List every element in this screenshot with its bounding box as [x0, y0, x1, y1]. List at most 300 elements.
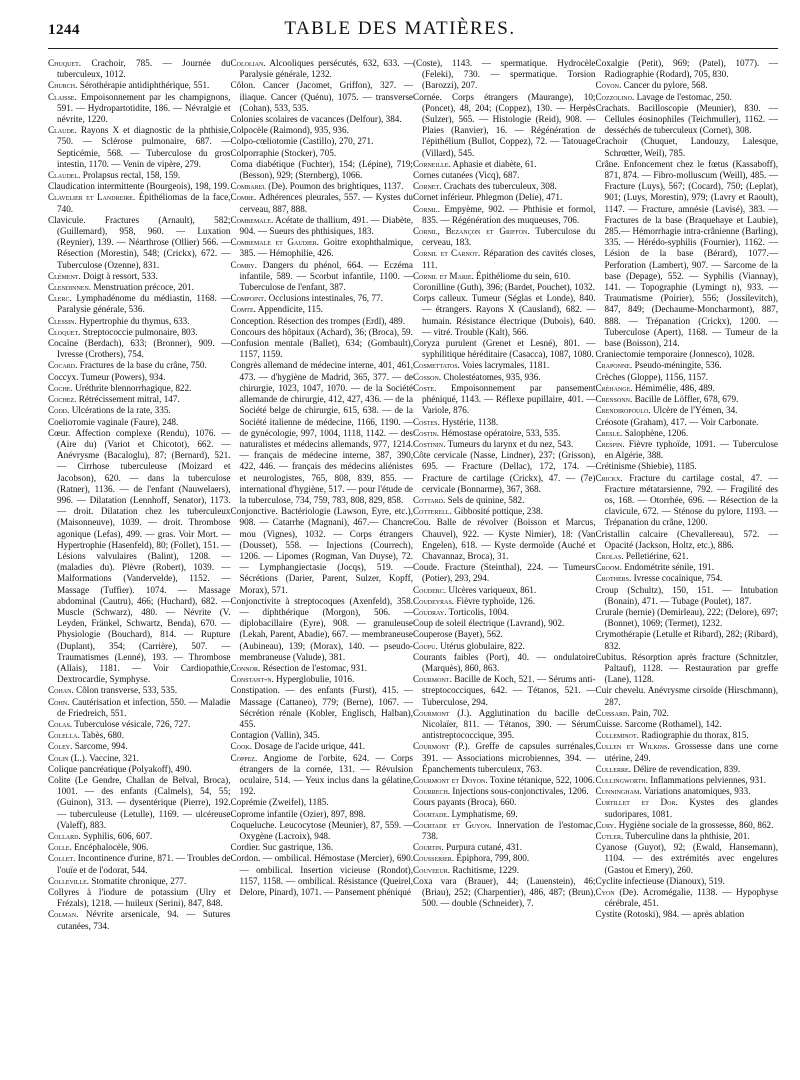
index-entry	[596, 730, 779, 741]
entry-text: Confusion mentale (Ballet), 634; (Gombault), 1157, 1159.	[230, 338, 413, 360]
index-entry	[48, 405, 231, 416]
index-entry	[48, 775, 231, 831]
entry-headword: Comte.	[230, 304, 256, 315]
index-entry	[413, 338, 596, 360]
entry-text: Côlon. Cancer (Jacomet, Griffon), 327. — iliaque. Cancer (Quénu), 1075. — transverse (Cohan), 533, 535.	[230, 80, 413, 113]
entry-text: Crurale (hernie) (Demirleau), 222; (Delore), 697; (Bonnet), 1069; (Termet), 1232.	[595, 606, 778, 629]
entry-text: Grossesse dans une corne utérine, 249.	[604, 741, 778, 763]
entry-text: Ulcère de l'Yémen, 34.	[650, 405, 738, 416]
index-entry	[231, 80, 414, 114]
index-entry	[413, 641, 596, 652]
entry-headword: Colella.	[48, 730, 80, 741]
index-entry	[48, 192, 231, 214]
index-entry	[48, 293, 231, 315]
index-entry	[231, 327, 414, 338]
index-column-3	[413, 58, 596, 1072]
entry-text: Empyème, 902. — Phthisie et formol, 835. — Régénération des muqueuses, 706.	[422, 203, 596, 225]
index-entry	[413, 428, 596, 439]
index-entry	[48, 753, 231, 764]
entry-text: Coxa vara (Brauer), 44; (Lauenstein), 46; (Briau), 252; (Charpentier), 486, 487; (Brun), 500. — double (Schneider), 7.	[413, 875, 596, 909]
entry-headword: Clendinnen.	[48, 282, 92, 293]
index-entry	[596, 820, 779, 831]
entry-text: Cornée. Corps étrangers (Maurange), 10; (Poncet), 48, 204; (Coppez), 130. — Herpès (Sulzer), 565. — Histologie (Reid), 908. — Plaies (Ranvier), 16. — Régénération de l'épithélium (Bullot, Coppez), 72. — Tatouage (Villard), 545.	[413, 91, 596, 158]
index-entry	[231, 58, 414, 80]
entry-headword: Compoint.	[230, 293, 267, 304]
index-entry	[231, 338, 414, 360]
entry-text: Streptococcie pulmonaire, 803.	[80, 326, 198, 337]
index-entry	[48, 215, 231, 271]
index-entry	[596, 80, 779, 91]
index-entry	[231, 148, 414, 159]
entry-text: Appendicite, 115.	[255, 304, 323, 315]
entry-headword: Colman.	[48, 909, 79, 920]
index-entry	[231, 853, 414, 898]
entry-headword: Cresle.	[595, 427, 623, 438]
entry-headword: Créhange.	[595, 382, 633, 393]
entry-text: Claudication intermittente (Bourgeois), 198, 199.	[48, 181, 230, 192]
entry-headword: Cornet.	[413, 181, 442, 192]
index-entry	[413, 170, 596, 181]
index-entry	[231, 663, 414, 674]
index-entry	[596, 461, 779, 472]
entry-headword: Courmont.	[413, 674, 452, 685]
entry-headword: Cotterell.	[413, 506, 452, 517]
entry-text: Injections sous-conjonctivales, 1206.	[450, 786, 589, 797]
entry-headword: Crolas.	[595, 550, 624, 561]
entry-headword: Craponne.	[595, 360, 633, 371]
entry-text: Sels de quinine, 582.	[445, 494, 525, 505]
entry-text: Agglutination du bacille de Nicolaïer, 811. — Tétanos, 390. — Sérum antistreptococcique, 395.	[422, 707, 596, 741]
index-entry	[231, 159, 414, 181]
entry-text: Coronilline (Guth), 396; (Bardet, Pouchet), 1032.	[413, 282, 595, 293]
entry-headword: Cloquet.	[48, 326, 81, 337]
entry-text: Radiographie du thorax, 815.	[638, 730, 749, 741]
entry-text: Encéphalocèle, 906.	[71, 842, 149, 853]
entry-text: Salophène, 1206.	[622, 427, 689, 438]
index-entry	[413, 842, 596, 853]
index-entry	[48, 887, 231, 909]
index-entry	[231, 730, 414, 741]
entry-headword: Coudeyras.	[413, 595, 455, 606]
index-entry	[413, 652, 596, 674]
entry-text: Pelletiérine, 621.	[623, 550, 689, 561]
index-entry	[596, 439, 779, 461]
entry-headword: Colleville.	[48, 875, 90, 886]
index-entry	[231, 797, 414, 808]
entry-text: Lymphatisme, 69.	[449, 808, 518, 819]
entry-headword: Coyon.	[595, 80, 622, 91]
index-entry	[413, 596, 596, 607]
entry-text: (De). Poumon des brightiques, 1137.	[265, 181, 404, 192]
entry-headword: Collet.	[48, 853, 76, 864]
entry-text: Uréthrite blennorrhagique, 822.	[72, 382, 192, 393]
entry-headword: Culleminot.	[595, 730, 639, 741]
index-entry	[231, 820, 414, 842]
entry-text: Cancer du pylore, 568.	[621, 80, 708, 91]
entry-text: Aphasie et diabète, 61.	[450, 158, 537, 169]
entry-headword: Coste.	[413, 382, 437, 393]
entry-headword: Courtade.	[413, 808, 450, 819]
index-entry	[413, 226, 596, 248]
entry-headword: Crickx.	[595, 472, 623, 483]
index-entry	[413, 450, 596, 495]
index-entry	[596, 764, 779, 775]
entry-text: Collyres à l'iodure de potassium (Ulry et Frézals), 1218. — huileux (Serini), 847, 848.	[48, 887, 231, 909]
entry-headword: Cornil et Carnot.	[413, 248, 481, 259]
entry-text: Épithéliome du sein, 610.	[473, 270, 571, 281]
entry-text: Hyperglobulie, 1016.	[273, 674, 355, 685]
entry-text: Crachats des tuberculeux, 308.	[441, 181, 557, 192]
entry-headword: Coche.	[48, 382, 73, 393]
index-entry	[48, 327, 231, 338]
entry-text: Prolapsus rectal, 158, 159.	[80, 170, 181, 181]
header-rule	[48, 48, 778, 49]
entry-headword: Claude.	[48, 125, 77, 136]
entry-headword: Clément.	[48, 270, 81, 281]
entry-headword: Cottard.	[413, 494, 446, 505]
entry-text: Inflammations pelviennes, 931.	[647, 775, 767, 785]
entry-text: Congrès allemand de médecine interne, 401, 461, 473. — d'hygiène de Madrid, 365, 377. — de chirurgie, 1023, 1047, 1070. — de la Société allemande de chirurgie, 412, 427, 436. — de la Société belge de chirurgie, 615, 638. — de la Société italienne de médecine, 1166, 1190. — de gynécologie, 997, 1004, 1118, 1142. — des naturalistes et médecins allemands, 977, 1214. — français de médecine interne, 387, 390, 422, 446. — français des médecins aliénistes et neurologistes, 765, 808, 839, 855. — international d'hygiène, 517. — pour l'étude de la tuberculose, 734, 759, 783, 808, 829, 858.	[230, 360, 413, 505]
entry-text: Coup de soleil électrique (Lavrand), 902.	[413, 618, 565, 629]
entry-text: Bacille de Löffler, 678, 679.	[632, 394, 739, 405]
entry-text: Pseudo-méningite, 536.	[632, 360, 722, 371]
entry-text: Coma diabétique (Fuchter), 154; (Lépine), 719; (Besson), 929; (Sternberg), 1066.	[230, 158, 413, 181]
index-entry	[231, 316, 414, 327]
index-entry	[413, 820, 596, 842]
entry-text: Cyclite infectieuse (Dianoux), 519.	[595, 875, 725, 886]
index-entry	[413, 181, 596, 192]
index-entry	[596, 741, 779, 763]
entry-text: Cholestéatomes, 935, 936.	[441, 371, 541, 382]
entry-text: Fractures de la base du crâne, 750.	[77, 360, 207, 371]
entry-text: Crâne. Enfoncement chez le fœtus (Kassaboff), 871, 874. — Fibro-molluscum (Weill), 485. — Fracture (Luys), 567; (Cocard), 750; (Leplat), 901; (Luys, Morestin), 979; (Lavry et Raoult), 1147. — Fracture, amnésie (Lavisé), 383. — Fractures de la base (Braquehaye et Laubie), 285.— Hémorrhagie intra-crânienne (Barling), 335. — Hérédo-syphilis (Fournier), 1162. — Lésion de la base (Bérard), 1077.— Perforation (Lambert), 907. — Sarcome de la base (Depage), 552. — Syphilis (Viannay), 141. — Topographie (Lymingt n), 933. — Traumatisme (Poirier), 556; (Jossilevitch), 847, 849; (Dechaume-Moncharmont), 887, 888. — Trépanation (Crickx), 1200. — Tuberculose (Apert), 1168. — Tumeur de la base (Boisson), 214.	[595, 158, 778, 349]
entry-headword: Cousserier.	[413, 853, 455, 864]
entry-text: Créosote (Graham), 417. — Voir Carbonate.	[595, 416, 759, 427]
entry-text: Cornet inférieur. Phlegmon (Delie), 471.	[413, 192, 563, 203]
entry-text: Lymphadénome du médiastin, 1168. — Paralysie générale, 536.	[57, 293, 231, 315]
entry-headword: Curtillet et Dor.	[595, 797, 678, 808]
entry-text: Menstruation précoce, 201.	[91, 282, 194, 293]
entry-text: Rayons X et diagnostic de la phthisie, 750. — Sclérose pulmonaire, 687. — Septicémie, 568. — Tuberculose du gros intestin, 1170. — Venin de vipère, 279.	[57, 125, 231, 169]
entry-headword: Cocard.	[48, 360, 78, 371]
index-entry	[48, 316, 231, 327]
entry-text: Syphilis, 606, 607.	[80, 831, 153, 842]
entry-headword: Colas.	[48, 718, 73, 729]
entry-text: Cuisse. Sarcome (Rothamel), 142.	[595, 718, 722, 729]
entry-headword: Coupu.	[413, 640, 438, 651]
entry-text: Acétate de thallium, 491. — Diabète, 904. — Sueurs des phthisiques, 183.	[239, 214, 413, 237]
entry-text: Névrite arsenicale, 94. — Sutures cutanées, 734.	[57, 909, 231, 931]
entry-text: Angiome de l'orbite, 624. — Corps étrangers de la cornée, 131. — Révulsion oculaire, 514. — Yeux inclus dans la gélatine, 192.	[239, 752, 413, 797]
index-entry	[596, 529, 779, 551]
index-entry	[231, 360, 414, 506]
index-entry	[413, 92, 596, 159]
entry-text: Corps calleux. Tumeur (Séglas et Londe), 840. — étrangers. Rayons X (Causland), 682. — humain. Résistance électrique (Dubois), 640. — vitré. Trouble (Kalt), 566.	[413, 293, 596, 337]
index-entry	[48, 719, 231, 730]
entry-text: Colpo-cœliotomie (Castillo), 270, 271.	[230, 136, 374, 147]
entry-headword: Coppez.	[230, 752, 258, 763]
entry-text: Purpura cutané, 431.	[443, 842, 523, 853]
entry-text: Clavicule. Fractures (Arnault), 582; (Guillemard), 958, 960. — Luxation (Reynier), 139. — Néarthrose (Ollier) 566. — Résection (Morestin), 548; (Crickx), 672. — Tuberculose (Ozenne), 831.	[48, 214, 231, 270]
entry-text: Cyanose (Guyot), 92; (Ewald, Hansemann), 1104. — des extrémités avec engelures (Gastou et Emery), 260.	[595, 842, 778, 875]
entry-headword: Crensonn.	[595, 394, 633, 405]
entry-text: Tuberculine dans la phthisie, 201.	[623, 831, 750, 842]
entry-text: Réparation des cavités closes, 111.	[422, 248, 596, 270]
index-entry	[596, 428, 779, 439]
entry-text: Craniectomie temporaire (Jonnesco), 1028.	[595, 349, 755, 360]
entry-headword: Costinin.	[413, 438, 446, 449]
index-entry	[596, 685, 779, 707]
entry-headword: Coley.	[48, 741, 73, 752]
index-entry	[413, 629, 596, 640]
entry-text: Coqueluche. Leucocytose (Meunier), 87, 559. — Oxygène (Lacroix), 948.	[230, 819, 413, 842]
entry-text: Épithéliomas de la face, 740.	[57, 192, 231, 214]
entry-headword: Combarel	[230, 181, 266, 192]
index-entry	[596, 786, 779, 797]
entry-headword: Comby.	[230, 259, 257, 270]
entry-text: Crèches (Gloppe), 1156, 1157.	[595, 371, 709, 382]
index-entry	[596, 372, 779, 383]
entry-text: Concours des hôpitaux (Achard), 36; (Broca), 59.	[230, 326, 413, 337]
entry-text: Côlon transverse, 533, 535.	[73, 685, 178, 696]
index-entry	[413, 293, 596, 338]
index-entry	[231, 192, 414, 214]
index-column-4	[596, 58, 779, 1072]
index-entry	[413, 248, 596, 270]
entry-text: Gibbosité pottique, 238.	[451, 506, 543, 517]
entry-headword: Cosson.	[413, 371, 442, 382]
index-entry	[596, 58, 779, 80]
index-entry	[413, 58, 596, 92]
index-entry	[413, 192, 596, 203]
index-entry	[48, 394, 231, 405]
index-entry	[413, 562, 596, 584]
index-entry	[413, 271, 596, 282]
entry-text: Contagion (Vallin), 345.	[230, 730, 320, 741]
entry-text: Tumeurs du larynx et du nez, 543.	[445, 438, 574, 449]
index-entry	[48, 876, 231, 887]
index-entry	[48, 271, 231, 282]
index-entry	[596, 405, 779, 416]
entry-text: Cœur. Affection complexe (Rendu), 1076. — (Aire du) (Variot et Chicotot), 662. — Anévrysme (Bacaloglu), 87; (Bernard), 521. — Cirrhose tuberculeuse (Moizard et Jacobson), 620. — dans la tuberculose (Ratner), 1136. — de l'enfant (Nauwelaers), 996. — Dilatation (Lennhoff, Senator), 1173. — droit. Dilatation chez les tuberculeux (Maisonneuve), 1039. — droit. Thrombose agonique (Lefas), 499. — gras. Voir Mort. — Hypertrophie (Hasenfeld), 80; (Follet), 151. — Lésions valvulaires (Balint), 1208. — (maladies du). Plèvre (Robert), 1039. — Malformations (Vandervelde), 1152. — Massage (Tuffier). 1074. — Massage abdominal (Cautru), 466; (Huchard), 682. — Muscle (Schwarz), 480. — Névrite (V. Leyden, Fränkel, Schwartz, Benda), 670. — Physiologie (Bouchard), 814. — Rupture (Duplant), 354; (Carrière), 507. — Traumatismes (Lenné), 193. — Thrombose (Allais), 1181. — Voir Cardiopathie, Dextrocardie, Symphyse.	[48, 427, 231, 685]
entry-text: Torticolis, 1004.	[446, 606, 510, 617]
index-entry	[231, 136, 414, 147]
index-entry	[48, 360, 231, 371]
index-entry	[231, 674, 414, 685]
entry-text: Bacille de Koch, 521. — Sérums anti-streptococciques, 642. — Tétanos, 521. — Tuberculose, 294.	[422, 674, 596, 707]
entry-text: Empoisonnement par pansement phéniqué, 1143. — Réflexe pupillaire, 401. — Variole, 876.	[422, 382, 596, 416]
index-entry	[413, 585, 596, 596]
index-column-1	[48, 58, 231, 1072]
index-entry	[413, 708, 596, 742]
index-entry	[596, 573, 779, 584]
entry-text: Coude. Fracture (Steinthal), 224. — Tumeurs (Potier), 293, 294.	[413, 562, 596, 584]
entry-headword: Cohn.	[48, 696, 70, 707]
index-entry	[231, 506, 414, 596]
entry-text: Cocaïne (Berdach), 633; (Bronner), 909. — Ivresse (Crothers), 754.	[48, 338, 231, 360]
entry-text: Colpocèle (Raimond), 935, 936.	[230, 125, 349, 136]
entry-text: Délire de revendication, 839.	[630, 763, 741, 774]
entry-headword: Cornil, Bezançon et Griffon.	[413, 226, 530, 237]
index-entry	[413, 360, 596, 371]
entry-text: Coprémie (Zweifel), 1185.	[230, 797, 329, 808]
page-title: TABLE DES MATIÈRES.	[284, 18, 516, 39]
entry-text: Ulcères variqueux, 861.	[446, 584, 537, 595]
entry-headword: Cornil et Marie.	[413, 270, 474, 281]
entry-headword: Church.	[48, 80, 78, 91]
index-entry	[48, 853, 231, 875]
entry-headword: Combemale.	[230, 214, 274, 225]
entry-headword: Crendiropoulo.	[595, 405, 651, 416]
entry-headword: Cosmettatos.	[413, 360, 460, 371]
entry-text: Couperose (Bayet), 562.	[413, 629, 503, 640]
entry-headword: Collard.	[48, 831, 81, 842]
entry-headword: Couveeur.	[413, 864, 451, 875]
index-entry	[48, 170, 231, 181]
index-entry	[413, 775, 596, 786]
entry-text: Ivresse cocaïnique, 754.	[631, 573, 723, 584]
index-entry	[48, 282, 231, 293]
index-entry	[413, 383, 596, 417]
index-entry	[48, 685, 231, 696]
entry-text: Cou. Balle de révolver (Boisson et Marcus, Chauvel), 922. — Kyste Nimier), 18: (Van Engelen), 618. — Kyste dermoïde (Auché et Chavannaz, Broca), 31.	[413, 517, 596, 561]
index-entry	[596, 797, 779, 819]
entry-text: Rachitisme, 1229.	[450, 864, 519, 875]
entry-text: Conjonctive. Bactériologie (Lawson, Eyre, etc.), 908. — Catarrhe (Magnani), 467.— Chancre mou (Vignes), 1032. — Corps étrangers (Dousset), 558. — Injections (Courrech), 1206. — Lipomes (Rogman, Van Duyse), 72. — Lymphangiectasie (Jocqs), 519. — Sécrétions (Darier, Parent, Sulzer, Kopff, Morax), 571.	[230, 506, 413, 595]
entry-headword: Cuissard.	[595, 707, 630, 718]
entry-text: Coprome infantile (Ozier), 897, 898.	[230, 808, 366, 819]
index-entry	[596, 831, 779, 842]
entry-text: Coxalgie (Petit), 969; (Patel), 1077). — Radiographie (Rodard), 705, 830.	[595, 58, 778, 80]
index-entry	[231, 596, 414, 663]
entry-text: Toxine tétanique, 522, 1006.	[487, 775, 595, 785]
index-entry	[413, 372, 596, 383]
entry-headword: Claisse.	[48, 91, 77, 102]
entry-headword: Chuquet.	[48, 58, 82, 68]
entry-text: (L.). Vaccine, 321.	[68, 752, 139, 763]
entry-headword: Clavelier et Landreire.	[48, 192, 136, 203]
entry-text: Dangers du phénol, 664. — Eczéma infantile, 589. — Scorbut infantile, 1100. — Tuberculose de l'enfant, 387.	[239, 259, 413, 293]
entry-headword: Crothers.	[595, 573, 632, 584]
index-entry	[48, 338, 231, 360]
index-entry	[596, 719, 779, 730]
index-entry	[231, 260, 414, 294]
index-entry	[231, 125, 414, 136]
index-entry	[48, 697, 231, 719]
index-entry	[231, 741, 414, 752]
entry-text: Cornes cutanées (Vicq), 687.	[413, 170, 520, 181]
index-entry	[48, 58, 231, 80]
index-entry	[48, 764, 231, 775]
entry-headword: Courtin.	[413, 842, 444, 853]
entry-text: Hémimélie, 486, 489.	[632, 382, 715, 393]
entry-headword: Codd.	[48, 405, 70, 416]
index-entry	[596, 92, 779, 103]
entry-text: Crétinisme (Shiebie), 1185.	[595, 461, 697, 472]
index-entry	[413, 607, 596, 618]
index-entry	[48, 831, 231, 842]
index-entry	[413, 159, 596, 170]
entry-text: Côte cervicale (Nasse, Lindner), 237; (Grisson), 695. — Fracture (Dellac), 172, 174. — Fracture de cartilage (Crickx), 47. — (7e) cervicale (Bonnarme), 367, 368.	[413, 450, 596, 494]
index-entry	[231, 685, 414, 730]
entry-text: Alcooliques persécutés, 632, 633. — Paralysie générale, 1232.	[239, 58, 413, 80]
entry-text: Coelioтomie vaginale (Faure), 248.	[48, 416, 179, 427]
entry-text: Utérus globulaire, 822.	[437, 640, 525, 651]
entry-text: Kystes des glandes sudoripares, 1081.	[604, 797, 778, 819]
index-entry	[596, 394, 779, 405]
index-entry	[596, 562, 779, 573]
index-entry	[596, 349, 779, 360]
index-entry	[596, 775, 779, 786]
entry-text: Endométrite sénile, 191.	[621, 562, 715, 573]
entry-headword: Courtade et Guyon.	[413, 819, 492, 830]
index-entry	[596, 887, 779, 909]
entry-text: Dosage de l'acide urique, 441.	[251, 741, 366, 752]
index-entry	[231, 753, 414, 798]
index-entry	[596, 417, 779, 428]
entry-headword: Cook.	[230, 741, 252, 752]
index-entry	[231, 809, 414, 820]
index-entry	[48, 125, 231, 170]
entry-text: Ulcérations de la rate, 335.	[69, 405, 171, 416]
index-entry	[413, 853, 596, 864]
index-entry	[596, 607, 779, 629]
entry-text: Goitre exophthalmique, 385. — Hémophilie, 426.	[239, 237, 413, 259]
index-entry	[596, 909, 779, 920]
entry-text: Conception. Résection des trompes (Erdl), 489.	[230, 315, 406, 326]
index-entry	[413, 506, 596, 517]
index-entry	[596, 708, 779, 719]
entry-text: Empoisonnement par les champignons, 591. — Hydropartotidite, 186. — Névralgie et névrite, 1220.	[57, 91, 231, 125]
entry-text: Adhérences pleurales, 557. — Kystes du cerveau, 887, 888.	[239, 192, 413, 214]
entry-text: Coccyx. Tumeur (Powers), 934.	[48, 371, 166, 382]
index-entry	[48, 428, 231, 686]
entry-headword: Couderc.	[413, 584, 447, 595]
entry-headword: Cutler.	[595, 831, 624, 842]
entry-text: Constipation. — des enfants (Furst), 415. — Massage (Cattaneo), 779; (Berne), 1067. — Sécrétion rénale (Kobler, Englisch, Halban), 455.	[230, 685, 413, 729]
entry-text: Crachoir, 785. — Journée du tuberculeux, 1012.	[57, 58, 231, 80]
index-entry	[413, 876, 596, 910]
entry-headword: Colle.	[48, 842, 72, 853]
entry-headword: Constant-n.	[230, 674, 274, 685]
entry-text: Crachats. Bacilloscopie (Meunier), 830. — Cellules éosinophiles (Teichmuller), 1162. — desséchés de tuberculeux (Cornet), 308.	[595, 102, 778, 136]
entry-headword: Corneille.	[413, 158, 451, 169]
index-entry	[413, 865, 596, 876]
entry-text: Cystite (Rotoski), 984. — après ablation	[595, 909, 745, 920]
page-number: 1244	[48, 22, 80, 38]
index-entry	[413, 517, 596, 562]
entry-headword: Cullen et Wilkins.	[595, 741, 670, 752]
entry-text: Crymothérapie (Letulle et Ribard), 282; (Ribard), 832.	[595, 629, 778, 651]
index-entry	[231, 293, 414, 304]
entry-headword: Cunningham.	[595, 786, 642, 797]
index-entry	[596, 136, 779, 158]
entry-headword: Cullerre.	[595, 763, 631, 774]
entry-text: Colique pancréatique (Polyakoff), 490.	[48, 763, 192, 774]
entry-text: Hystérie, 1138.	[439, 416, 499, 427]
index-entry	[596, 360, 779, 371]
entry-text: Innervation de l'estomac, 738.	[422, 819, 596, 842]
entry-text: Tabès, 680.	[79, 730, 124, 741]
index-entry	[413, 674, 596, 708]
entry-text: Sérothérapie antidiphthérique, 551.	[77, 80, 210, 91]
index-entry	[596, 629, 779, 651]
entry-text: Incontinence d'urine, 871. — Troubles de l'ouïe et de l'odorat, 544.	[57, 853, 231, 875]
entry-text: Conjonctivite à streptocoques (Axenfeld), 358. — diphthérique (Morgon), 506. — diplobacillaire (Eyre), 908. — granuleuse (Lekah, Parent, Abadie), 667. — membraneuse (Aubineau), 139; (Morax), 140. — pseudo-membraneuse (Valude), 381.	[230, 595, 413, 662]
index-entry	[48, 383, 231, 394]
index-entry	[48, 842, 231, 853]
index-entry	[413, 809, 596, 820]
